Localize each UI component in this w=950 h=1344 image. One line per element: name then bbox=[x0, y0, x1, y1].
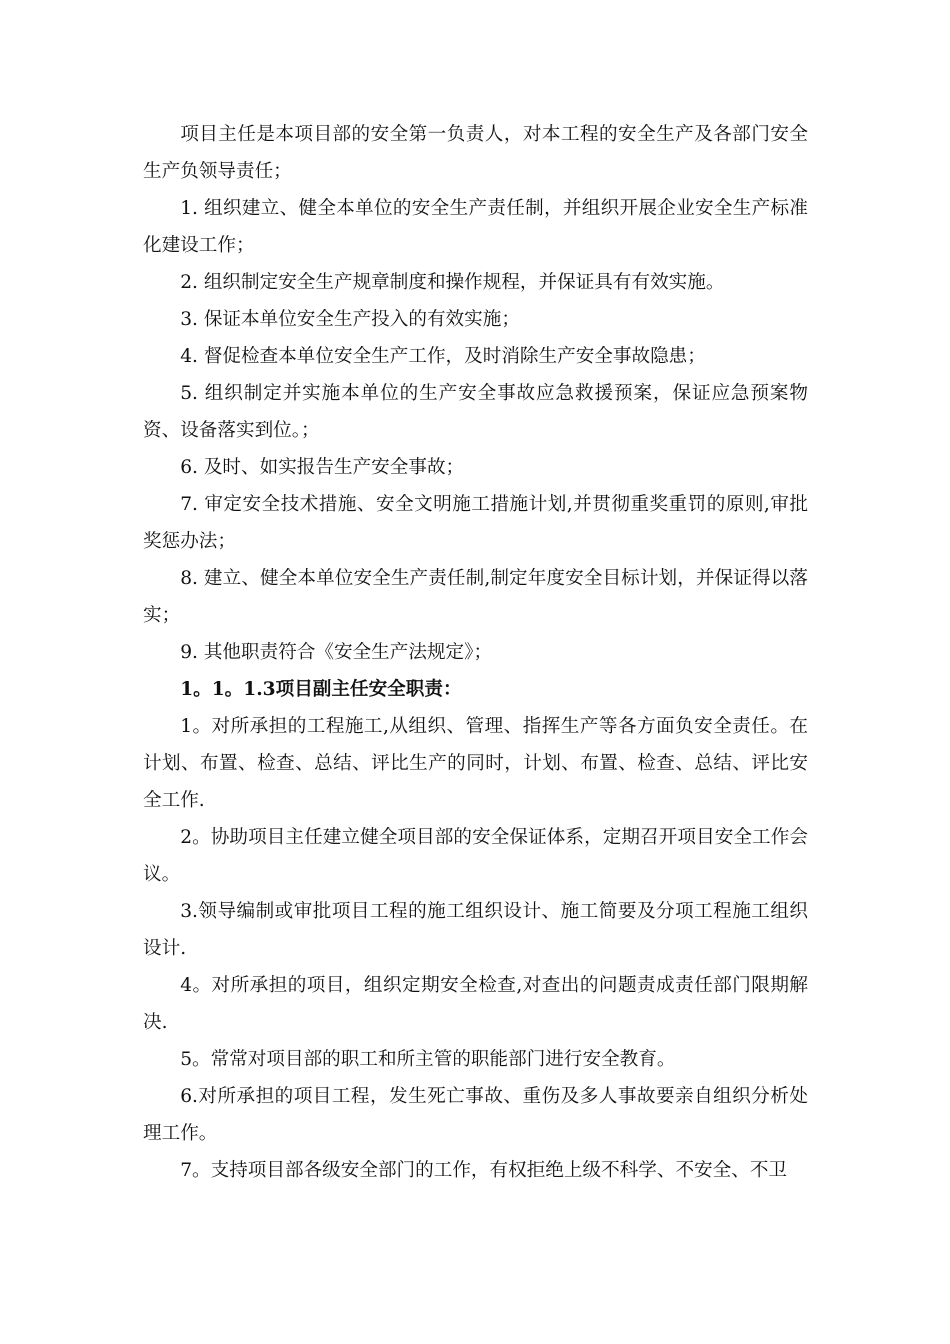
paragraph-item-6: 6. 及时、如实报告生产安全事故； bbox=[180, 457, 465, 478]
paragraph-item-1: 1. 组织建立、健全本单位的安全生产责任制，并组织开展企业安全生产标准化建设工作； bbox=[143, 198, 808, 256]
document-body bbox=[143, 116, 808, 1189]
paragraph-duty-2: 2。协助项目主任建立健全项目部的安全保证体系，定期召开项目安全工作会议。 bbox=[143, 827, 808, 885]
paragraph-item-5: 5. 组织制定并实施本单位的生产安全事故应急救援预案，保证应急预案物资、设备落实到位。； bbox=[143, 383, 808, 441]
paragraph-item-8: 8. 建立、健全本单位安全生产责任制,制定年度安全目标计划，并保证得以落实； bbox=[143, 568, 808, 626]
paragraph-duty-7: 7。支持项目部各级安全部门的工作，有权拒绝上级不科学、不安全、不卫 bbox=[180, 1160, 788, 1181]
paragraph-duty-5: 5。常常对项目部的职工和所主管的职能部门进行安全教育。 bbox=[180, 1049, 676, 1070]
paragraph-duty-4: 4。对所承担的项目，组织定期安全检查,对查出的问题责成责任部门限期解决. bbox=[143, 975, 808, 1033]
paragraph-item-4: 4. 督促检查本单位安全生产工作，及时消除生产安全事故隐患； bbox=[180, 346, 706, 367]
section-heading: 1。1。1.3项目副主任安全职责： bbox=[180, 679, 462, 700]
paragraph-duty-6: 6.对所承担的项目工程，发生死亡事故、重伤及多人事故要亲自组织分析处理工作。 bbox=[143, 1086, 808, 1144]
paragraph-item-7: 7. 审定安全技术措施、安全文明施工措施计划,并贯彻重奖重罚的原则,审批奖惩办法； bbox=[143, 494, 808, 552]
paragraph-item-3: 3. 保证本单位安全生产投入的有效实施； bbox=[180, 309, 520, 330]
paragraph-intro: 项目主任是本项目部的安全第一负责人，对本工程的安全生产及各部门安全生产负领导责任； bbox=[143, 124, 808, 182]
paragraph-duty-3: 3.领导编制或审批项目工程的施工组织设计、施工简要及分项工程施工组织设计. bbox=[143, 901, 808, 959]
paragraph-item-2: 2. 组织制定安全生产规章制度和操作规程，并保证具有有效实施。 bbox=[180, 272, 725, 293]
paragraph-duty-1: 1。对所承担的工程施工,从组织、管理、指挥生产等各方面负安全责任。在计划、布置、检查、总结、评比生产的同时，计划、布置、检查、总结、评比安全工作. bbox=[143, 716, 808, 811]
paragraph-item-9: 9. 其他职责符合《安全生产法规定》； bbox=[180, 642, 493, 663]
